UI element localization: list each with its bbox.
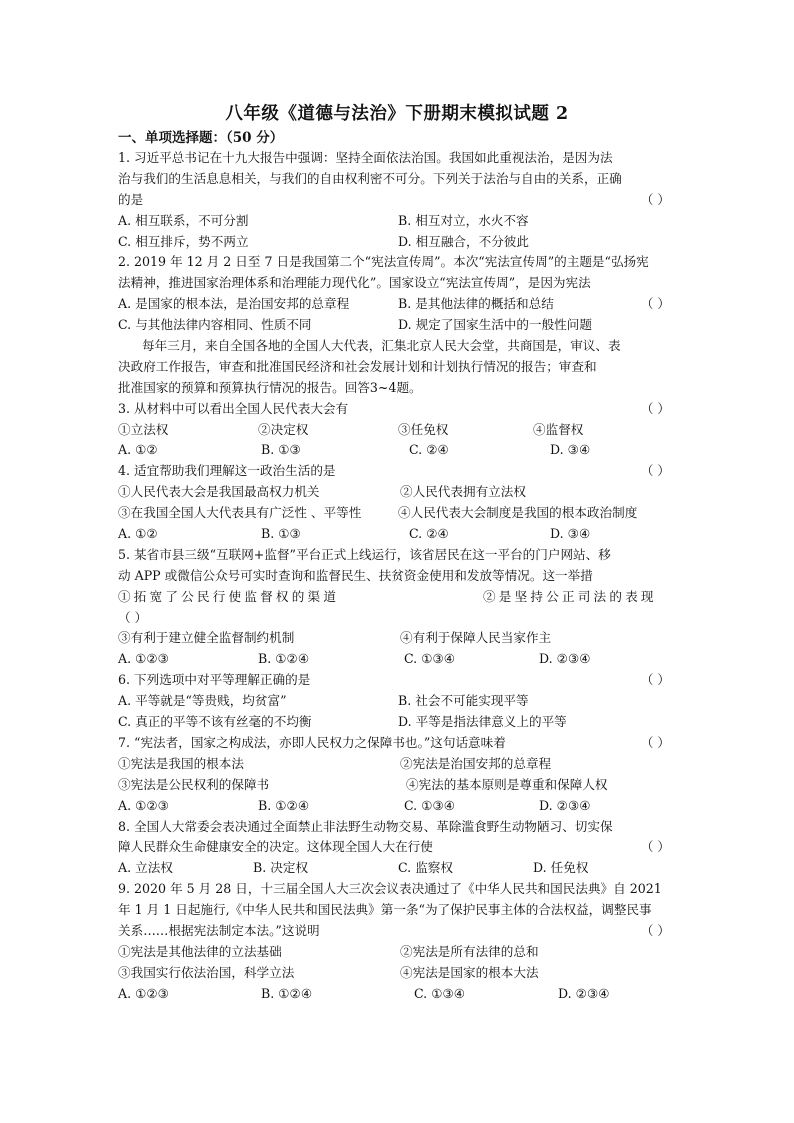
options: A. ①② B. ①③ C. ②④ D. ③④: [118, 526, 591, 542]
options: C. 真正的平等不该有丝毫的不均衡 D. 平等是指法律意义上的平等: [118, 714, 567, 730]
option-b: B. 相互对立，水火不容: [398, 212, 529, 228]
section-heading: 一、单项选择题：（50 分）: [118, 130, 284, 146]
answer-blank: （ ）: [640, 734, 670, 750]
option-a: A. 是国家的根本法，是治国安邦的总章程: [118, 296, 350, 312]
option-b: B. 是其他法律的概括和总结: [398, 296, 554, 312]
statements: ①拓宽了公民行使监督权的渠道 ②是坚持公正司法的表现: [118, 588, 657, 604]
question-6: 6. 下列选项中对平等理解正确的是 （ ）: [118, 670, 676, 691]
option-d: D. 规定了国家生活中的一般性问题: [398, 317, 592, 333]
options: [118, 211, 676, 232]
statements: ③在我国全国人大代表具有广泛性 、平等性 ④人民代表大会制度是我国的根本政治制度: [118, 505, 638, 521]
answer-blank: （ ）: [640, 839, 670, 855]
option-c: C. 与其他法律内容相同、性质不同: [118, 317, 312, 333]
answer-blank: （ ）: [640, 191, 670, 207]
question-1: 1. 习近平总书记在十九大报告中强调：坚持全面依法治国。我国如此重视法治，是因为法: [118, 150, 613, 165]
question-7: 7. “宪法者，国家之构成法，亦即人民权力之保障书也。”这句话意味着 （ ）: [118, 733, 676, 754]
options: A. 立法权 B. 决定权 C. 监察权 D. 任免权: [118, 860, 589, 876]
page-title: 八年级《道德与法治》下册期末模拟试题 2: [225, 104, 569, 124]
options: [118, 294, 676, 315]
question-3: 3. 从材料中可以看出全国人民代表大会有 （ ）: [118, 399, 676, 420]
options: [118, 232, 676, 253]
answer-blank: （ ）: [640, 463, 670, 479]
statements: ③我国实行依法治国，科学立法 ④宪法是国家的根本大法: [118, 964, 539, 980]
option-d: D. 相互融合，不分彼此: [398, 233, 529, 249]
answer-blank: （ ）: [640, 922, 670, 938]
statements: ③宪法是公民权利的保障书 ④宪法的基本原则是尊重和保障人权: [118, 776, 608, 792]
answer-blank: （ ）: [118, 609, 148, 625]
answer-blank: （ ）: [640, 400, 670, 416]
exam-page: 八年级《道德与法治》下册期末模拟试题 2 一、单项选择题：（50 分） 1. 习近平总书记在十九大报告中强调：坚持全面依法治国。我国如此重视法治，是因为法 治与我们的生活息息相关，与我们的自由权利密不可分。下列关于法治与自由的关系，正确 的是 （ ） A. 相互联系，不可分割 B. 相互对立，水火不容 C. 相互排斥，势不两立 D. 相互融合，不分彼此 2. 2019 年 12 月 2 日至 7 日是我国第二个“宪法宣传周”。本次“宪法宣传周”的主题是“弘扬宪 法精神，推进国家治理体系和治理能力现代化”。国家设立“宪法宣传周”，是因为宪法 A. 是国家的根本法，是治国安邦的总章程 B. 是其他法律的概括和总结 （ ） C. 与其他法律内容相同、性质不同 D. 规定了国家生活中的一般性问题 每年三月，来自全国各地的全国人大代表，汇集北京人民大会堂，共商国是，审议、表 决政府工作报告，审查和批准国民经济和社会发展计划和计划执行情况的报告；审查和 批准国家的预算和预算执行情况的报告。回答3~4题。 3. 从材料中可以看出全国人民代表大会有 （ ） ①立法权 ②决定权 ③任免权 ④监督权 A. ①② B. ①③ C. ②④ D. ③④ 4. 适宜帮助我们理解这一政治生活的是 （ ） ①人民代表大会是我国最高权力机关 ②人民代表拥有立法权 ③在我国全国人大代表具有广泛性 、平等性 ④人民代表大会制度是我国的根本政治制度 A. ①② B. ①③ C. ②④ D. ③④ 5. 某省市县三级“互联网+监督”平台正式上线运行，该省居民在这一平台的门户网站、移 动 APP 或微信公众号可实时查询和监督民生、扶贫资金使用和发放等情况。这一举措 ①拓宽了公民行使监督权的渠道 ②是坚持公正司法的表现 （ ） ③有利于建立健全监督制约机制 ④有利于保障人民当家作主 A. ①②③ B. ①②④ C. ①③④ D. ②③④ 6. 下列选项中对平等理解正确的是 （ ） A. 平等就是“等贵贱，均贫富” B. 社会不可能实现平等 C. 真正的平等不该有丝毫的不均衡 D. 平等是指法律意义上的平等 7. “宪法者，国家之构成法，亦即人民权力之保障书也。”这句话意味着 （ ） ①宪法是我国的根本法 ②宪法是治国安邦的总章程 ③宪法是公民权利的保障书 ④宪法的基本原则是尊重和保障人权 A. ①②③ B. ①②④ C. ①③④ D. ②③④ 8. 全国人大常委会表决通过全面禁止非法野生动物交易、革除滥食野生动物陋习、切实保 障人民群众生命健康安全的决定。这体现全国人大在行使 （ ） A. 立法权 B. 决定权 C. 监察权 D. 任免权 9. 2020 年 5 月 28 日，十三届全国人大三次会议表决通过了《中华人民共和国民法典》自 2021 年 1 月 1 日起施行,《中华人民共和国民法典》第一条“为了保护民事主体的合法权益，调整民事 关系……根据宪法制定本法。”这说明 （ ） ①宪法是其他法律的立法基础 ②宪法是所有法律的总和 ③我国实行依法治国，科学立法 ④宪法是国家的根本大法 A. ①②③ B. ①②④ C. ①③④ D. ②③④: [118, 103, 676, 1005]
statements: ①人民代表大会是我国最高权力机关 ②人民代表拥有立法权: [118, 484, 526, 500]
question-8: 8. 全国人大常委会表决通过全面禁止非法野生动物交易、革除滥食野生动物陋习、切实保: [118, 818, 613, 834]
options: A. ①② B. ①③ C. ②④ D. ③④: [118, 442, 591, 458]
option-c: C. 相互排斥，势不两立: [118, 233, 249, 249]
question-4: 4. 适宜帮助我们理解这一政治生活的是 （ ）: [118, 461, 676, 482]
options: A. 平等就是“等贵贱，均贫富” B. 社会不可能实现平等: [118, 693, 529, 709]
statements: ①宪法是其他法律的立法基础 ②宪法是所有法律的总和: [118, 943, 539, 959]
material-paragraph: 每年三月，来自全国各地的全国人大代表，汇集北京人民大会堂，共商国是，审议、表: [142, 338, 621, 354]
answer-blank: （ ）: [640, 672, 670, 688]
options: A. ①②③ B. ①②④ C. ①③④ D. ②③④: [118, 651, 591, 667]
statements: ③有利于建立健全监督制约机制 ④有利于保障人民当家作主: [118, 630, 552, 646]
answer-blank: （ ）: [640, 296, 670, 312]
statements: ①宪法是我国的根本法 ②宪法是治国安邦的总章程: [118, 755, 552, 771]
options: A. ①②③ B. ①②④ C. ①③④ D. ②③④: [118, 985, 610, 1001]
options: [118, 315, 676, 336]
question-5: 5. 某省市县三级“互联网+监督”平台正式上线运行，该省居民在这一平台的门户网站、移: [118, 546, 611, 562]
statements: ①立法权 ②决定权 ③任免权 ④监督权: [118, 421, 584, 437]
question-2: 2. 2019 年 12 月 2 日至 7 日是我国第二个“宪法宣传周”。本次“宪法宣传周”的主题是“弘扬宪: [118, 254, 649, 270]
option-a: A. 相互联系，不可分割: [118, 212, 249, 228]
question-9: 9. 2020 年 5 月 28 日，十三届全国人大三次会议表决通过了《中华人民共和国民法典》自 2021: [118, 881, 662, 897]
options: A. ①②③ B. ①②④ C. ①③④ D. ②③④: [118, 797, 591, 813]
